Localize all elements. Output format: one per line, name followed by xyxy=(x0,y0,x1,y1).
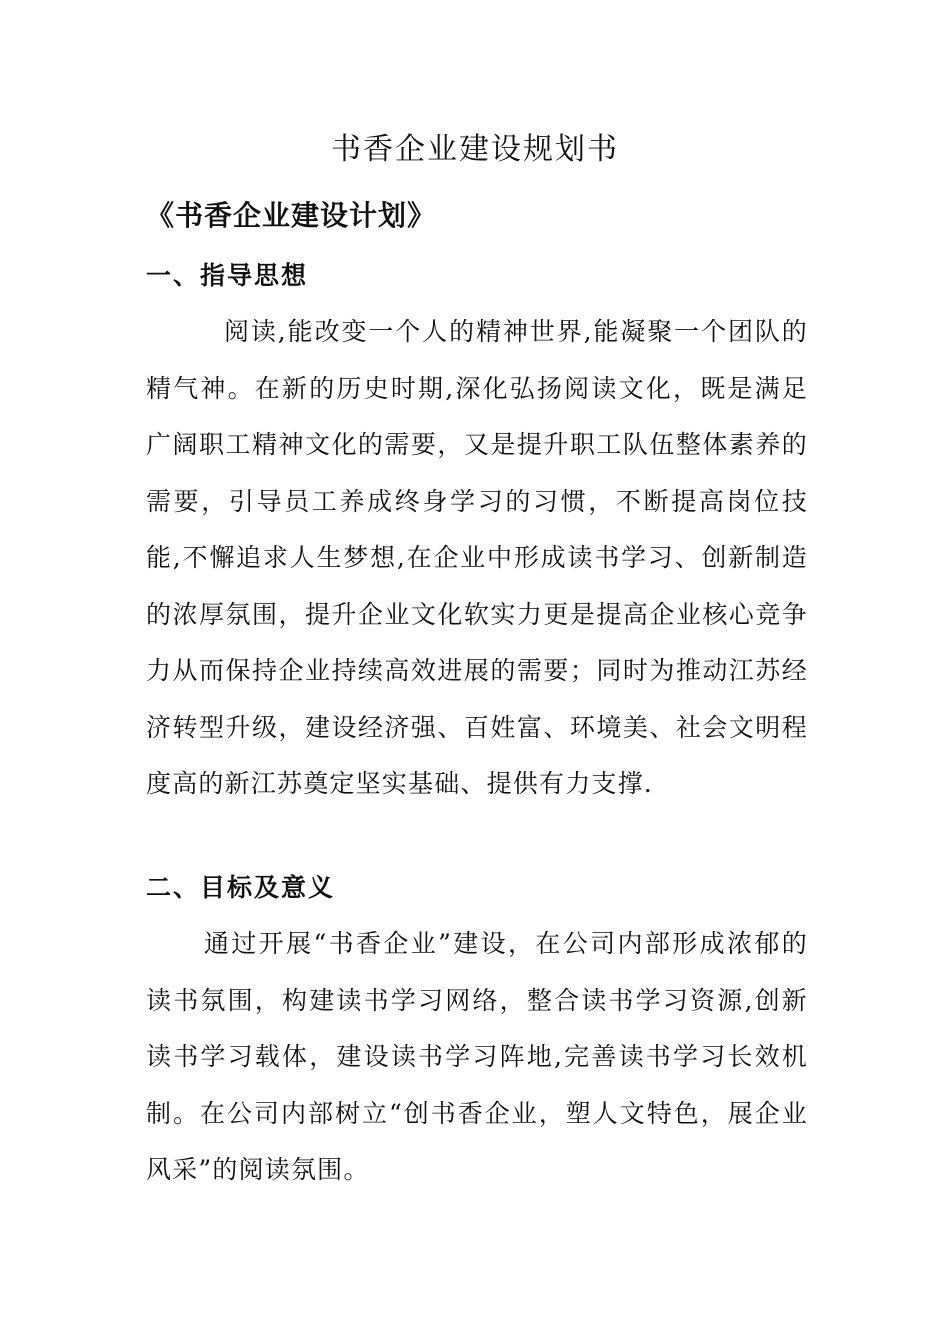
document-title: 书香企业建设规划书 xyxy=(331,132,619,167)
section-heading-goals-significance: 二、目标及意义 xyxy=(146,873,336,902)
section-paragraph-goals-significance: 通过开展“书香企业”建设，在公司内部形成浓郁的读书氛围，构建读书学习网络，整合读书学习资源,创新读书学习载体，建设读书学习阵地,完善读书学习长效机制。在公司内部树立“创书香企业，塑人文特色，展企业风采”的阅读氛围。 xyxy=(146,929,808,1184)
plan-title: 《书香企业建设计划》 xyxy=(146,199,437,232)
section-heading-guiding-ideology: 一、指导思想 xyxy=(146,261,309,290)
section-paragraph-guiding-ideology: 阅读,能改变一个人的精神世界,能凝聚一个团队的精气神。在新的历史时期,深化弘扬阅读文化，既是满足广阔职工精神文化的需要，又是提升职工队伍整体素养的需要，引导员工养成终身学习的习惯，不断提高岗位技能,不懈追求人生梦想,在企业中形成读书学习、创新制造的浓厚氛围，提升企业文化软实力更是提高企业核心竞争力从而保持企业持续高效进展的需要；同时为推动江苏经济转型升级，建设经济强、百姓富、环境美、社会文明程度高的新江苏奠定坚实基础、提供有力支撑. xyxy=(146,317,808,798)
